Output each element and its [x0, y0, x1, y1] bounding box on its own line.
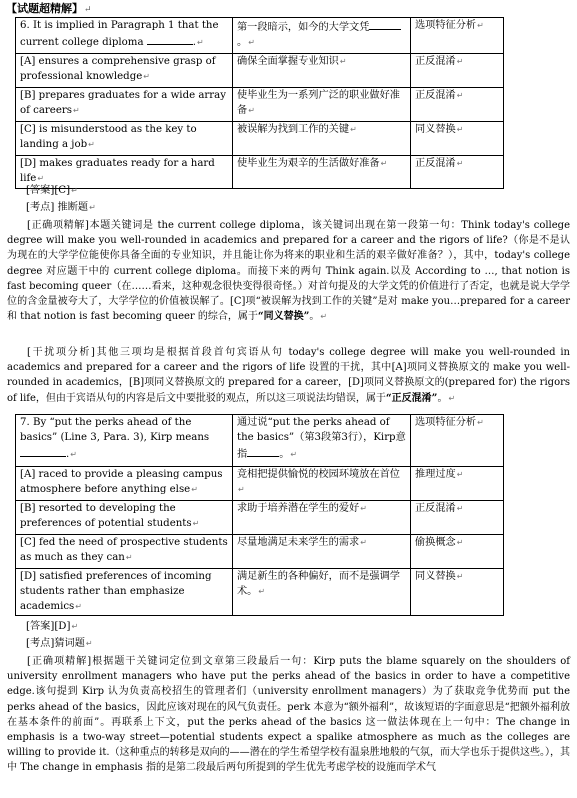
table-row: [16, 415, 504, 467]
table-row: [16, 122, 504, 156]
q7-option-c-type: 偷换概念↵: [411, 535, 504, 569]
table-row: [16, 18, 504, 54]
q7-analysis-text: 根据题干关键词定位到文章第三段最后一句：Kirp puts the blame squarely on the shoulders of university enrollment managers who have put the perks ahead of the basics in order to have a competitive edge.该句提到 Kirp 认为负责高校招生的管理者们（university enrollment managers）为了获取竞争优势而 put the perks ahead of the basics，因此应该对现在的风气负责任。perk 本意为“额外福利”，故该短语的字面意思是“把额外福利放在基本条件的前面”。再联系上下文，put the perks ahead of the basics 这一做法体现在上一句中：The change in emphasis is a two-way street—potential students expect a spalike atmosphere as much as the colleges are willing to provide it.（这种重点的转移是双向的——潜在的学生希望学校有温泉胜地般的气氛，而大学也乐于提供这些。），其中 The change in emphasis 指的是第二段最后两句所提到的学生优先考虑学校的设施而学术气: [7, 656, 570, 774]
table-row: [16, 501, 504, 535]
q7-option-d-en: [D] satisfied preferences of incoming students rather than emphasize academics↵: [16, 569, 233, 616]
q6-analysis-label: [正确项精解]: [27, 220, 89, 231]
q7-option-c-zh: 尽量地满足未来学生的需求↵: [233, 535, 411, 569]
q6-option-c-zh: 被误解为找到工作的关键↵: [233, 122, 411, 156]
table-row: [16, 88, 504, 122]
q6-analysis-tag: “同义替换”: [257, 311, 310, 323]
q7-option-a-zh: 竞相把提供愉悦的校园环境放在首位↵: [233, 467, 411, 501]
q7-stem-type: 选项特征分析↵: [411, 415, 504, 467]
q6-answer: [答案][C]↵: [26, 185, 78, 196]
q6-interference-text: 其他三项均是根据首段首句宾语从句 today's college degree will make you well-rounded in academics and prepared for a career and the rigors of life 设置的干扰，其中[A]项同义替换原文的 make you well-rounded in academics，[B]项同义替换原文的 prepared for a career，[D]项同义替换原文的(prepared for) the rigors of life，但由于宾语从句的内容是后文中要批驳的观点，所以这三项说法均错误，属于: [7, 347, 570, 404]
q7-option-d-type: 同义替换↵: [411, 569, 504, 616]
q6-option-c-type: 同义替换↵: [411, 122, 504, 156]
q6-option-b-en: [B] prepares graduates for a wide array of careers↵: [16, 88, 233, 122]
q6-option-a-en: [A] ensures a comprehensive grasp of professional knowledge↵: [16, 54, 233, 88]
q6-interference-tag: “正反混淆”: [385, 392, 438, 404]
q6-option-a-type: 正反混淆↵: [411, 54, 504, 88]
q6-option-d-en: [D] makes graduates ready for a hard life↵: [16, 156, 233, 189]
q6-option-a-zh: 确保全面掌握专业知识↵: [233, 54, 411, 88]
table-row: [16, 54, 504, 88]
q7-answer: [答案][D]↵: [26, 621, 79, 632]
q7-option-a-en: [A] raced to provide a pleasing campus atmosphere before anything else↵: [16, 467, 233, 501]
return-mark-icon: ↵: [84, 5, 92, 15]
table-row: [16, 535, 504, 569]
q7-analysis-label: [正确项精解]: [27, 656, 92, 667]
q6-table: [15, 17, 504, 189]
q7-stem-zh: 通过说“put the perks ahead of the basics”（第3段第3行），Kirp意指 。↵: [233, 415, 411, 467]
q7-point: [考点]猜词题↵: [26, 638, 93, 649]
section-heading: 【试题超精解】↵: [6, 2, 92, 15]
q6-interference: [干扰项分析]其他三项均是根据首段首句宾语从句 today's college degree will make you well-rounded in academics and prepared for a career and the rigors of life 设置的干扰，其中[A]项同义替换原文的 make you well-rounded in academics，[B]项同义替换原文的 prepared for a career，[D]项同义替换原文的(prepared for) the rigors of life，但由于宾语从句的内容是后文中要批驳的观点，所以这三项说法均错误，属于“正反混淆”。↵: [7, 347, 570, 404]
table-row: [16, 467, 504, 501]
q7-option-b-en: [B] resorted to developing the preferences of potential students↵: [16, 501, 233, 535]
q6-point: [考点] 推断题↵: [26, 202, 96, 213]
q6-interference-label: [干扰项分析]: [27, 347, 95, 358]
q6-option-b-type: 正反混淆↵: [411, 88, 504, 122]
q7-option-a-type: 推理过度↵: [411, 467, 504, 501]
q6-analysis-text: 本题关键词是 the current college diploma，该关键词出现在第一段第一句：Think today's college degree will make you well-rounded in academics and prepared for a career and the rigors of life?（你是不是认为现在的大学学位能使你具备全面的专业知识，并且能让你为将来的职业和生活的艰辛做好准备？），其中，today's college degree 对应题干中的 current college diploma。而接下来的两句 Think again.以及 According to …, that notion is fast becoming queer（在……看来，这种观念很快变得很奇怪。）对首句提及的大学文凭的价值进行了否定，也就是说大学学位的含金量被夸大了，大学学位的价值被误解了。[C]项“被误解为找到工作的关键”是对 make you…prepared for a career 和 that notion is fast becoming queer 的综合，属于: [7, 220, 570, 323]
q6-stem-type: 选项特征分析↵: [411, 18, 504, 54]
q6-option-d-type: 正反混淆↵: [411, 156, 504, 189]
q7-stem-en: 7. By “put the perks ahead of the basics” (Line 3, Para. 3), Kirp means .↵: [16, 415, 233, 467]
q6-option-b-zh: 使毕业生为一系列广泛的职业做好准备↵: [233, 88, 411, 122]
q6-stem-en: 6. It is implied in Paragraph 1 that the current college diploma .↵: [16, 18, 233, 54]
q7-option-d-zh: 满足新生的各种偏好，而不是强调学术。↵: [233, 569, 411, 616]
q6-analysis: [正确项精解]本题关键词是 the current college diploma，该关键词出现在第一段第一句：Think today's college degree will make you well-rounded in academics and prepared for a career and the rigors of life?（你是不是认为现在的大学学位能使你具备全面的专业知识，并且能让你为将来的职业和生活的艰辛做好准备？），其中，today's college degree 对应题干中的 current college diploma。而接下来的两句 Think again.以及 According to …, that notion is fast becoming queer（在……看来，这种观念很快变得很奇怪。）对首句提及的大学文凭的价值进行了否定，也就是说大学学位的含金量被夸大了，大学学位的价值被误解了。[C]项“被误解为找到工作的关键”是对 make you…prepared for a career 和 that notion is fast becoming queer 的综合，属于“同义替换”。↵: [7, 220, 570, 323]
q7-table: [15, 414, 504, 616]
q7-option-b-type: 正反混淆↵: [411, 501, 504, 535]
q6-stem-zh: 第一段暗示，如今的大学文凭。↵: [233, 18, 411, 54]
q6-option-c-en: [C] is misunderstood as the key to landing a job↵: [16, 122, 233, 156]
table-row: [16, 156, 504, 189]
q6-option-d-zh: 使毕业生为艰辛的生活做好准备↵: [233, 156, 411, 189]
q7-analysis: [7, 654, 570, 776]
table-row: [16, 569, 504, 616]
q7-option-c-en: [C] fed the need of prospective students as much as they can↵: [16, 535, 233, 569]
q7-option-b-zh: 求助于培养潜在学生的爱好↵: [233, 501, 411, 535]
